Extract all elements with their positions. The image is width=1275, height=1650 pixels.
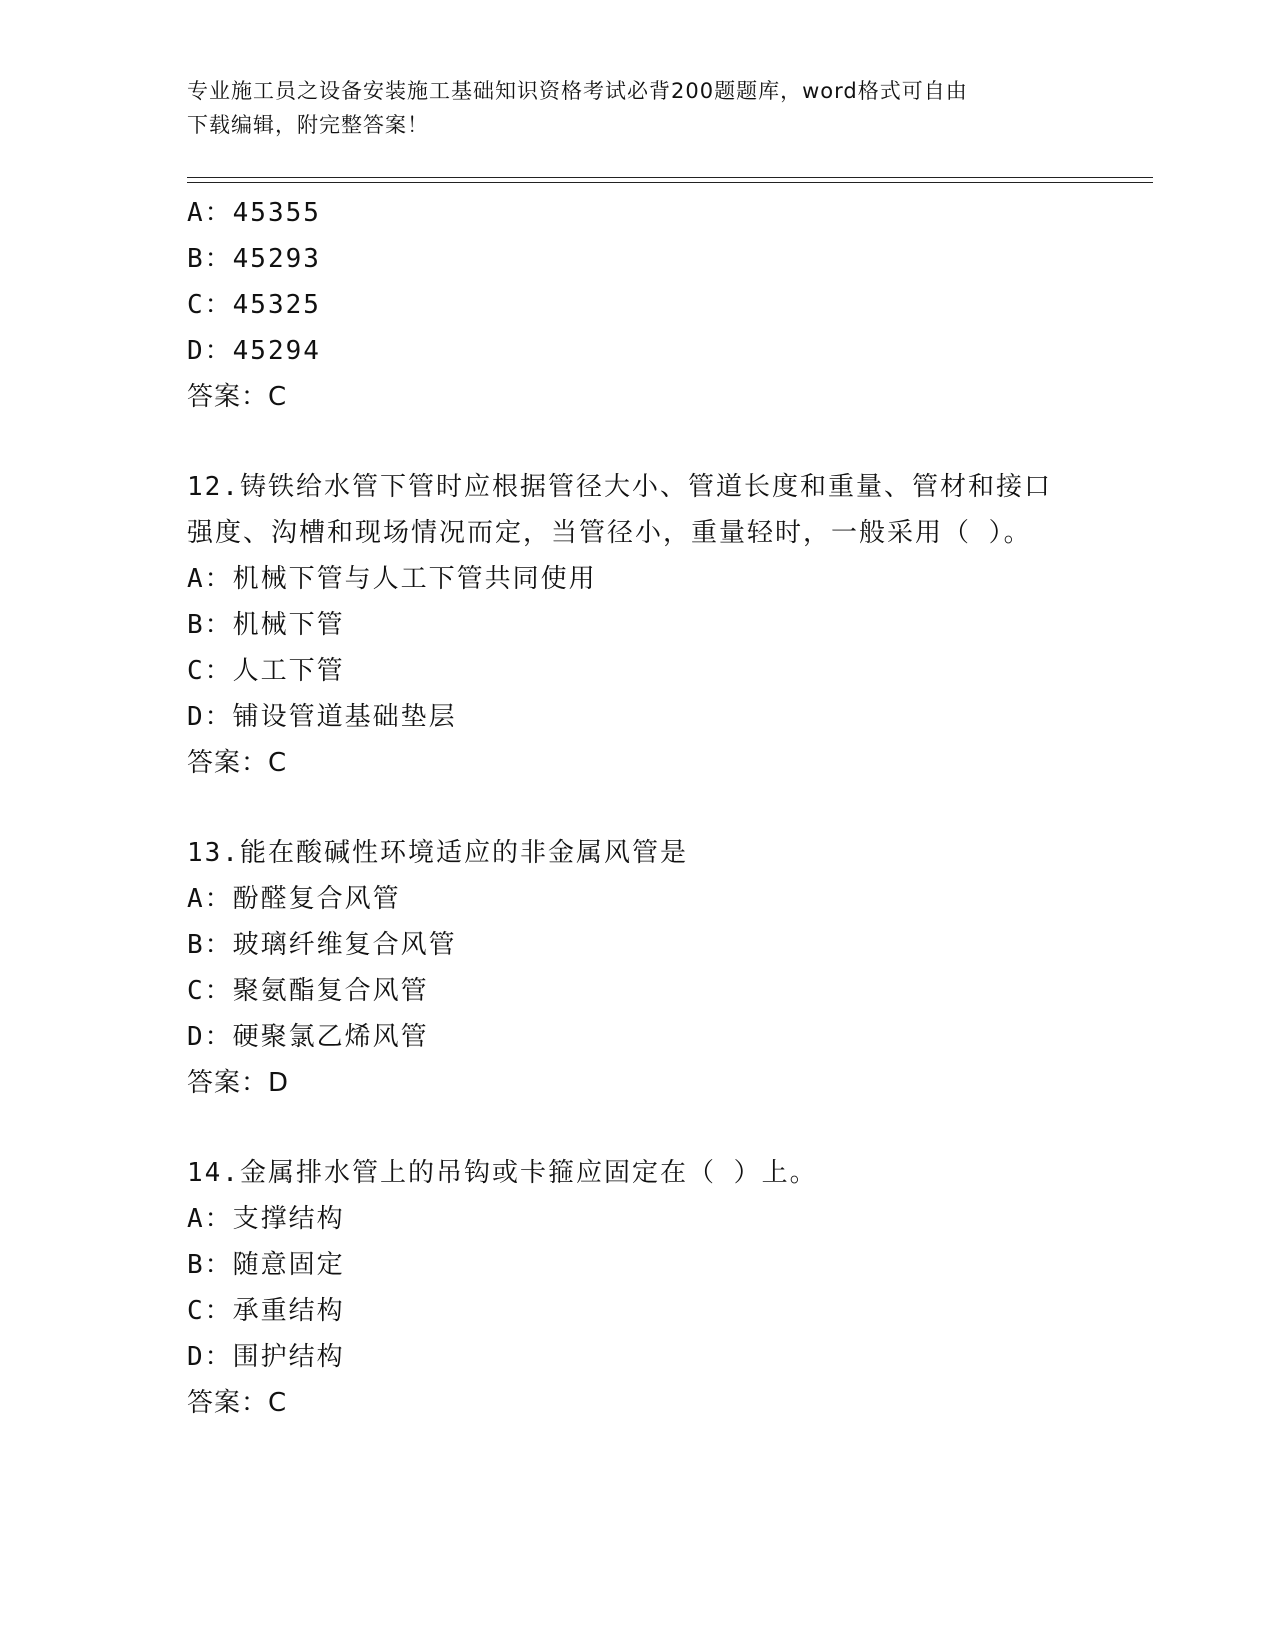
option-b: B：机械下管	[187, 610, 345, 640]
option-d: D：45294	[187, 336, 321, 366]
option-c: C：承重结构	[187, 1296, 345, 1326]
question-list	[187, 190, 1087, 1426]
spacer	[187, 420, 1087, 464]
answer: 答案：C	[187, 748, 288, 778]
question-stem: 13.能在酸碱性环境适应的非金属风管是	[187, 838, 688, 868]
question-stem: 14.金属排水管上的吊钩或卡箍应固定在（ ）上。	[187, 1158, 818, 1188]
option-d: D：铺设管道基础垫层	[187, 702, 457, 732]
answer: 答案：C	[187, 382, 288, 412]
spacer	[187, 1106, 1087, 1150]
option-a: A：机械下管与人工下管共同使用	[187, 564, 597, 594]
document-header	[187, 74, 1067, 142]
option-a: A：支撑结构	[187, 1204, 345, 1234]
option-a: A：45355	[187, 198, 321, 228]
option-a: A：酚醛复合风管	[187, 884, 401, 914]
header-line-1: 专业施工员之设备安装施工基础知识资格考试必背200题题库，word格式可自由	[187, 79, 968, 103]
option-d: D：围护结构	[187, 1342, 345, 1372]
spacer	[187, 786, 1087, 830]
option-c: C：人工下管	[187, 656, 345, 686]
option-b: B：玻璃纤维复合风管	[187, 930, 457, 960]
question-stem-line-1: 12.铸铁给水管下管时应根据管径大小、管道长度和重量、管材和接口	[187, 472, 1052, 502]
question-14	[187, 1150, 1087, 1426]
question-12	[187, 464, 1087, 786]
header-divider-bottom	[187, 182, 1153, 183]
option-d: D：硬聚氯乙烯风管	[187, 1022, 429, 1052]
option-c: C：45325	[187, 290, 321, 320]
question-stem-line-2: 强度、沟槽和现场情况而定，当管径小，重量轻时，一般采用（ ）。	[187, 518, 1032, 548]
header-line-2: 下载编辑，附完整答案！	[187, 113, 429, 137]
question-13	[187, 830, 1087, 1106]
answer: 答案：D	[187, 1068, 290, 1098]
option-b: B：随意固定	[187, 1250, 345, 1280]
header-divider-top	[187, 177, 1153, 178]
option-b: B：45293	[187, 244, 321, 274]
answer: 答案：C	[187, 1388, 288, 1418]
question-11	[187, 190, 1087, 420]
option-c: C：聚氨酯复合风管	[187, 976, 429, 1006]
